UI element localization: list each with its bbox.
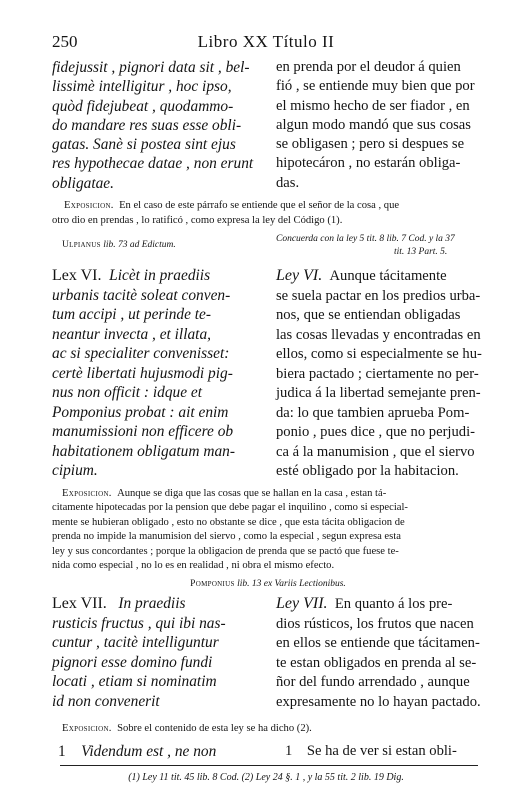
latin-line: do mandare res suas esse obli-: [52, 116, 242, 134]
latin-line: id non convenerit: [52, 692, 160, 710]
spanish-line: da: lo que tambien aprueba Pom-: [276, 404, 470, 421]
concordance-line: Concuerda con la ley 5 tit. 8 lib. 7 Cod. y la 37: [276, 234, 455, 244]
exposicion-line: citamente hipotecadas por la pension que debe pagar el inquilino , como si especial-: [52, 502, 408, 514]
spanish-line: En quanto á los pre-: [334, 596, 453, 612]
latin-line: ac si specialiter convenisset:: [52, 345, 230, 362]
spanish-line: Aunque tácitamente: [329, 268, 447, 284]
source-citation-ulpianus: [62, 240, 262, 250]
spanish-line: ponio , pues dice , que no perjudi-: [276, 424, 475, 440]
spanish-line: esté obligado por la habitacion.: [276, 463, 459, 479]
paragraph-number: 1: [285, 743, 293, 759]
latin-line: nus non officit : idque et: [52, 384, 203, 401]
latin-line: lissimè intelligitur , hoc ipso,: [52, 78, 232, 96]
spanish-column-ley7: [276, 594, 484, 713]
ley-heading: Ley VI.: [276, 267, 323, 284]
latin-line: certè libertati hujusmodi pig-: [52, 364, 233, 382]
spanish-line: te estan obligados en prenda al se-: [276, 654, 477, 671]
paragraph-number: 1: [58, 743, 66, 760]
latin-column-lex6: [52, 266, 264, 481]
latin-line: neantur invecta , et illata,: [52, 325, 212, 343]
exposicion-line: nida como especial , no lo es en realidad , ni obra el mismo efecto.: [52, 560, 335, 572]
latin-line: pignori esse domino fundi: [52, 653, 213, 671]
source-author: Pomponius: [190, 579, 235, 589]
exposicion-line: otro dio en prendas , lo ratificó , como expresa la ley del Código (1).: [52, 215, 343, 226]
latin-line: manumissioni non efficere ob: [52, 423, 234, 440]
source-work: lib. 73 ad Edictum.: [103, 240, 176, 250]
spanish-line: ñor del fundo arrendado , aunque: [276, 674, 470, 691]
concordance-citation: [276, 233, 484, 259]
spanish-line: das.: [276, 174, 300, 191]
latin-line: cipium.: [52, 462, 98, 479]
spanish-line: Se ha de ver si estan obli-: [306, 743, 457, 759]
latin-line: res hypothecae datae , non erunt: [52, 155, 254, 173]
latin-line: In praediis: [118, 595, 186, 612]
source-author: Ulpianus: [62, 240, 101, 250]
latin-line: gatas. Sanè si postea sint ejus: [52, 136, 236, 154]
exposicion-label: Exposicion.: [64, 200, 114, 211]
exposicion-line: Aunque se diga que las cosas que se hallan en la casa , estan tá-: [117, 488, 387, 499]
lex-heading: Lex VII.: [52, 595, 107, 612]
spanish-line: fió , se entiende muy bien que por: [276, 78, 475, 95]
latin-line: habitationem obligatum man-: [52, 442, 235, 460]
latin-line: locati , etiam si nominatim: [52, 673, 217, 691]
spanish-line: en prenda por el deudor á quien: [276, 59, 461, 75]
latin-column-section1: [52, 58, 264, 193]
latin-line: cuntur , tacitè intelliguntur: [52, 634, 219, 652]
exposicion-line: Sobre el contenido de esta ley se ha dicho (2).: [117, 723, 312, 734]
spanish-line: se obligasen ; pero si despues se: [276, 136, 465, 153]
exposicion-line: mente se hubieran obligado , esto no obstante se dice , que esta tácita obligacion de: [52, 516, 405, 528]
latin-line: fidejussit , pignori data sit , bel-: [52, 59, 250, 76]
latin-column-lex7: [52, 594, 264, 712]
spanish-line: hipotecáron , no estarán obliga-: [276, 155, 461, 172]
spanish-line: se suela pactar en los predios urba-: [276, 287, 481, 304]
latin-line: urbanis tacitè soleat conven-: [52, 286, 231, 304]
spanish-line: biera pactado ; ciertamente no per-: [276, 365, 479, 382]
spanish-line: el mismo hecho de ser fiador , en: [276, 97, 470, 114]
exposicion-note-2: [52, 487, 484, 573]
spanish-column-ley6: [276, 266, 484, 482]
latin-line: Licèt in praediis: [109, 267, 211, 284]
latin-line: Pomponius probat : ait enim: [52, 403, 229, 421]
spanish-line: algun modo mandó que sus cosas: [276, 116, 471, 133]
latin-line: tum accipi , ut perinde te-: [52, 306, 211, 323]
exposicion-label: Exposicion.: [62, 488, 112, 499]
lex-heading: Lex VI.: [52, 267, 102, 284]
exposicion-line: Exposicion. En el caso de este párrafo se entiende que el señor de la cosa , que: [64, 200, 400, 211]
exposicion-note-1: [52, 198, 484, 228]
spanish-line: judica á la libertad semejante pren-: [276, 385, 481, 401]
source-work: lib. 13 ex Variis Lectionibus.: [237, 579, 346, 589]
page-number: 250: [52, 32, 78, 51]
spanish-line: en ellos se entiende que tácitamen-: [276, 635, 480, 652]
latin-line: obligatae.: [52, 174, 114, 192]
spanish-line: ellos, como si especialmente se hu-: [276, 346, 482, 362]
exposicion-label: Exposicion.: [62, 723, 112, 734]
latin-paragraph-1: [58, 742, 264, 761]
latin-line: Videndum est , ne non: [81, 743, 217, 760]
source-citation-pomponius: [52, 573, 484, 591]
spanish-line: las cosas llevadas y encontradas en: [276, 326, 481, 343]
spanish-paragraph-1: [285, 742, 485, 761]
spanish-column-section1: [276, 58, 484, 193]
footnote: (1) Ley 11 tit. 45 lib. 8 Cod. (2) Ley 24 §. 1 , y la 55 tit. 2 lib. 19 Dig.: [128, 772, 404, 783]
exposicion-line: ley y sus concordantes ; porque la obligacion de prenda que se pactó que fuese te-: [52, 545, 399, 557]
exposicion-note-3: [62, 723, 482, 734]
spanish-line: expresamente no lo hayan pactado.: [276, 693, 481, 710]
ley-heading: Ley VII.: [276, 595, 328, 612]
exposicion-line: prenda no impide la manumision del siervo , como la especial , segun expresa esta: [52, 531, 401, 543]
latin-line: quòd fidejubeat , quodammo-: [52, 97, 234, 115]
running-header: [52, 32, 480, 54]
running-title: Libro XX Título II: [197, 32, 335, 51]
spanish-line: ca á la manumision , que el siervo: [276, 443, 475, 460]
footnote-rule: [60, 765, 478, 766]
spanish-line: dios rústicos, los frutos que nacen: [276, 615, 474, 632]
latin-line: rusticis fructus , qui ibi nas-: [52, 614, 226, 632]
spanish-line: nos, que se entiendan obligadas: [276, 307, 461, 323]
concordance-line: tit. 13 Part. 5.: [394, 247, 448, 257]
